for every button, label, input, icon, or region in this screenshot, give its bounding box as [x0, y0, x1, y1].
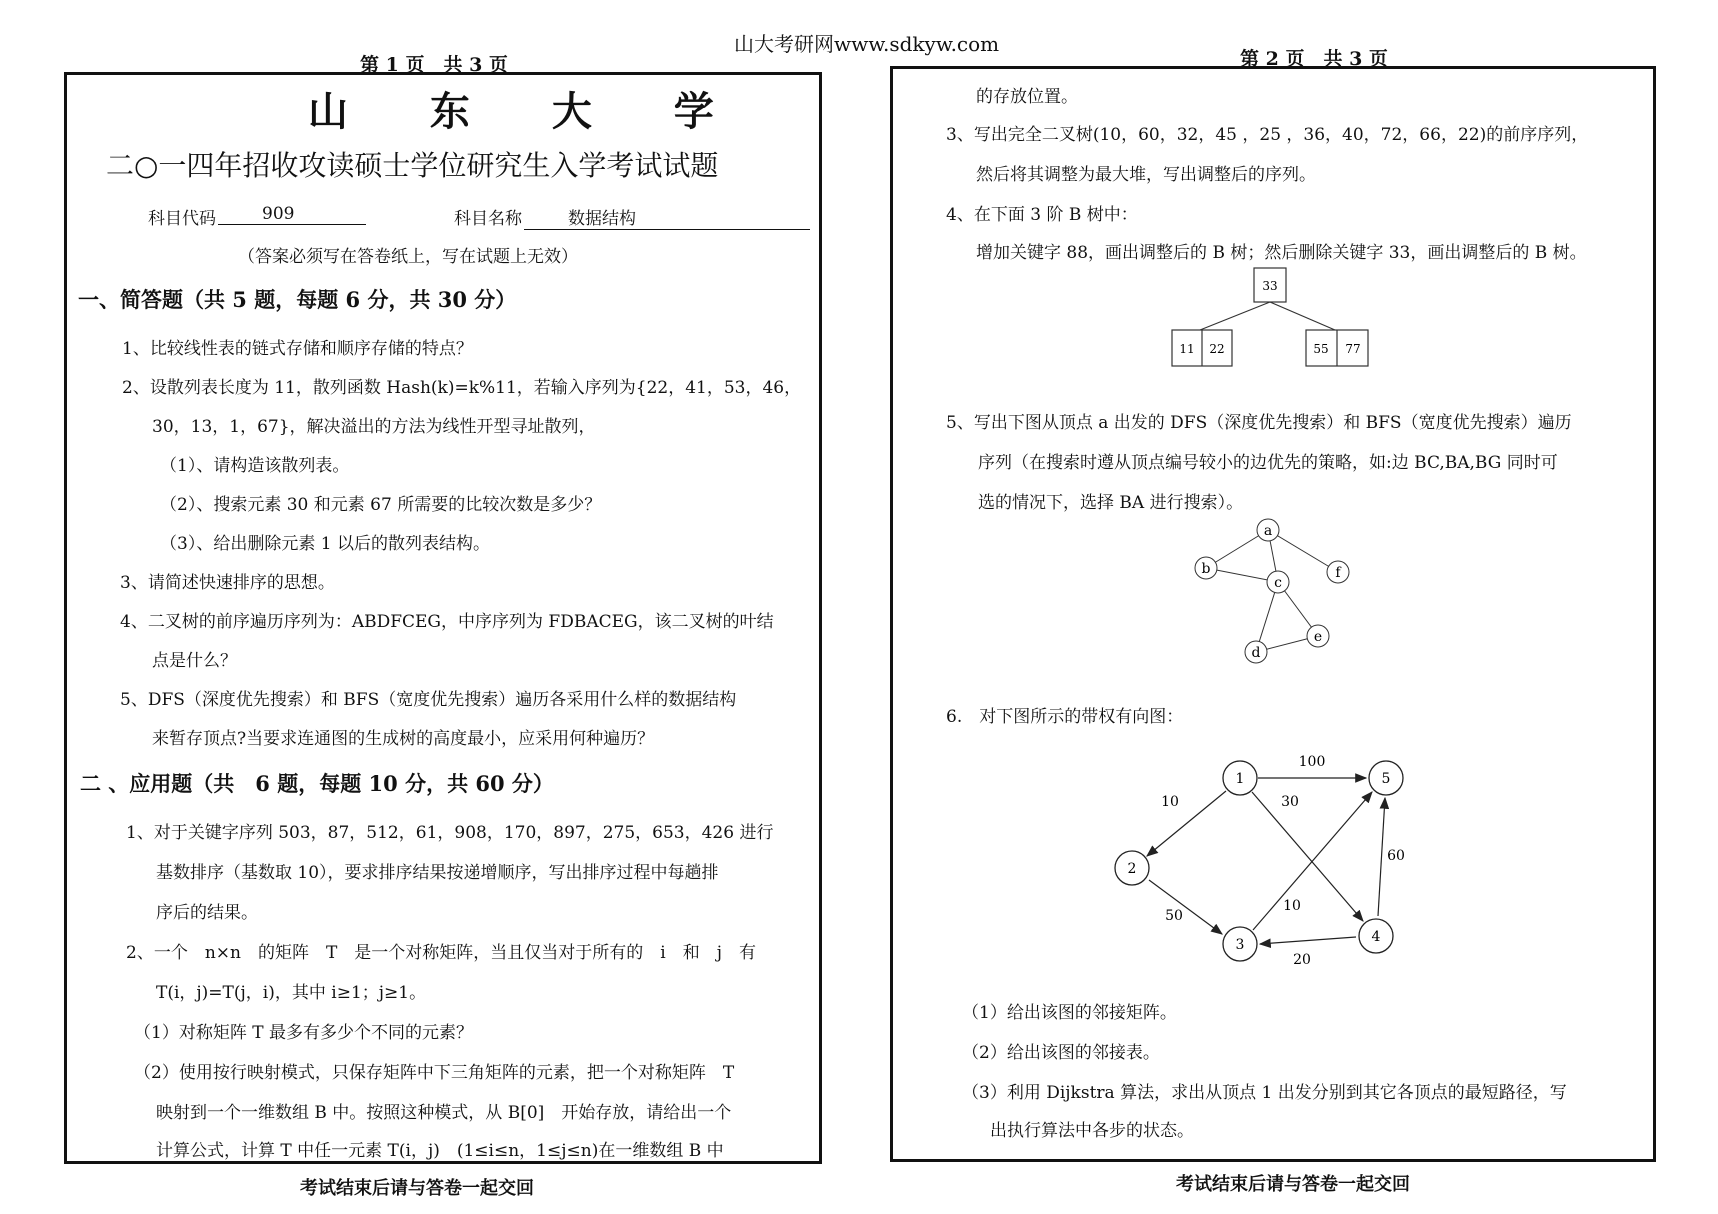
btree-diagram — [1160, 266, 1400, 376]
subject-name-field — [524, 204, 810, 230]
subject-name-value: 数据结构 — [568, 209, 636, 229]
graph-node-label: d — [1251, 645, 1261, 661]
digraph-node-3 — [1223, 927, 1257, 961]
university-name: 山 东 大 学 — [308, 88, 748, 135]
edge-weight: 10 — [1161, 794, 1179, 810]
btree-root-key: 33 — [1262, 279, 1278, 293]
left-line: 基数排序（基数取 10），要求排序结果按递增顺序，写出排序过程中每趟排 — [156, 863, 719, 883]
graph-edge — [1268, 530, 1338, 572]
subject-code-field — [218, 204, 366, 225]
subject-code-value: 909 — [262, 204, 295, 224]
digraph-node-label: 3 — [1235, 937, 1245, 953]
right-line: 3、写出完全二叉树(10，60，32，45 ，25 ，36，40，72，66，22)的前序序列， — [946, 125, 1589, 145]
left-line: T(i，j)=T(j，i)，其中 i≥1；j≥1。 — [156, 983, 427, 1003]
digraph-node-5 — [1369, 761, 1403, 795]
graph-node-label: c — [1274, 575, 1282, 591]
exam-title: 二○一四年招收攻读硕士学位研究生入学考试试题 — [106, 149, 719, 182]
left-line: （2）、搜索元素 30 和元素 67 所需要的比较次数是多少？ — [160, 495, 602, 515]
right-line: 选的情况下，选择 BA 进行搜索）。 — [978, 493, 1244, 513]
left-line: （1）对称矩阵 T 最多有多少个不同的元素？ — [134, 1023, 473, 1043]
graph-node-label: b — [1201, 561, 1211, 577]
left-line: 3、请简述快速排序的思想。 — [120, 573, 335, 593]
undirected-graph — [1180, 512, 1360, 672]
left-line: 映射到一个一维数组 B 中。按照这种模式，从 B[0] 开始存放，请给出一个 — [156, 1103, 732, 1123]
btree-key: 77 — [1345, 342, 1361, 356]
digraph-node-label: 1 — [1235, 771, 1245, 787]
section1-title: 一、简答题（共 5 题，每题 6 分，共 30 分） — [78, 287, 517, 312]
btree-key: 22 — [1209, 342, 1225, 356]
left-footer: 考试结束后请与答卷一起交回 — [300, 1178, 534, 1199]
left-line: 1、比较线性表的链式存储和顺序存储的特点？ — [122, 339, 473, 359]
left-line: （1）、请构造该散列表。 — [160, 456, 350, 476]
graph-node-f — [1327, 561, 1349, 583]
right-line: 5、写出下图从顶点 a 出发的 DFS（深度优先搜索）和 BFS（宽度优先搜索）遍历 — [946, 413, 1572, 433]
left-line: 1、对于关键字序列 503，87，512，61，908，170，897，275，653，426 进行 — [126, 823, 774, 843]
digraph-node-2 — [1115, 851, 1149, 885]
edge-1-2 — [1147, 791, 1226, 856]
graph-node-label: f — [1335, 565, 1341, 581]
left-line: 4、二叉树的前序遍历序列为：ABDFCEG，中序序列为 FDBACEG，该二叉树的叶结 — [120, 612, 774, 632]
digraph-node-label: 2 — [1127, 861, 1137, 877]
right-line: 增加关键字 88，画出调整后的 B 树；然后删除关键字 33，画出调整后的 B 树。 — [976, 243, 1587, 263]
subject-name-label: 科目名称 — [454, 209, 522, 229]
right-line: （3）利用 Dijkstra 算法，求出从顶点 1 出发分别到其它各顶点的最短路径，写 — [962, 1083, 1567, 1103]
right-line: （1）给出该图的邻接矩阵。 — [962, 1003, 1177, 1023]
graph-node-d — [1245, 641, 1267, 663]
left-line: 来暂存顶点?当要求连通图的生成树的高度最小，应采用何种遍历？ — [152, 729, 655, 749]
digraph-node-label: 4 — [1371, 929, 1381, 945]
right-line: 序列（在搜索时遵从顶点编号较小的边优先的策略，如:边 BC,BA,BG 同时可 — [978, 453, 1558, 473]
left-line: 5、DFS（深度优先搜索）和 BFS（宽度优先搜索）遍历各采用什么样的数据结构 — [120, 690, 737, 710]
answer-notice: （答案必须写在答卷纸上，写在试题上无效） — [238, 247, 578, 267]
edge-3-5 — [1253, 792, 1372, 930]
edge-1-4 — [1252, 792, 1363, 921]
digraph-node-4 — [1359, 919, 1393, 953]
digraph-node-label: 5 — [1381, 771, 1391, 787]
left-line: 点是什么？ — [152, 651, 237, 671]
weighted-digraph — [1110, 744, 1410, 974]
btree-edge — [1270, 302, 1335, 330]
left-line: （3）、给出删除元素 1 以后的散列表结构。 — [160, 534, 490, 554]
right-line: 6. 对下图所示的带权有向图： — [946, 707, 1184, 727]
site-header: 山大考研网www.sdkyw.com — [734, 32, 1000, 56]
edge-weight: 20 — [1293, 952, 1311, 968]
edge-2-3 — [1149, 880, 1222, 934]
graph-node-e — [1307, 625, 1329, 647]
btree-key: 55 — [1313, 342, 1329, 356]
edge-weight: 10 — [1283, 898, 1301, 914]
left-line: 30，13，1，67}，解决溢出的方法为线性开型寻址散列， — [152, 417, 596, 437]
btree-key: 11 — [1179, 342, 1195, 356]
digraph-node-1 — [1223, 761, 1257, 795]
right-line: 然后将其调整为最大堆，写出调整后的序列。 — [976, 165, 1316, 185]
graph-node-c — [1267, 571, 1289, 593]
edge-4-3 — [1260, 937, 1356, 944]
edge-weight: 60 — [1387, 848, 1405, 864]
edge-weight: 50 — [1165, 908, 1183, 924]
right-line: 的存放位置。 — [976, 87, 1078, 107]
graph-node-b — [1195, 557, 1217, 579]
right-page-number: 第 2 页 共 3 页 — [1240, 48, 1388, 70]
left-line: 序后的结果。 — [156, 903, 258, 923]
edge-4-5 — [1378, 798, 1385, 916]
left-line: （2）使用按行映射模式，只保存矩阵中下三角矩阵的元素，把一个对称矩阵 T — [134, 1063, 735, 1083]
edge-weight: 30 — [1281, 794, 1299, 810]
subject-code-label: 科目代码 — [148, 209, 216, 229]
graph-node-label: a — [1263, 523, 1273, 539]
edge-weight: 100 — [1298, 754, 1326, 770]
left-page-number: 第 1 页 共 3 页 — [360, 54, 508, 76]
btree-edge — [1200, 302, 1270, 330]
left-line: 2、一个 n×n 的矩阵 T 是一个对称矩阵，当且仅当对于所有的 i 和 j 有 — [126, 943, 757, 963]
graph-node-label: e — [1313, 629, 1323, 645]
left-line: 2、设散列表长度为 11，散列函数 Hash(k)=k%11，若输入序列为{22，41，53，46， — [122, 378, 802, 398]
graph-node-a — [1257, 519, 1279, 541]
right-line: 出执行算法中各步的状态。 — [990, 1121, 1194, 1141]
right-line: （2）给出该图的邻接表。 — [962, 1043, 1160, 1063]
right-footer: 考试结束后请与答卷一起交回 — [1176, 1174, 1410, 1195]
right-line: 4、在下面 3 阶 B 树中： — [946, 205, 1138, 225]
left-line: 计算公式，计算 T 中任一元素 T(i，j) (1≤i≤n，1≤j≤n)在一维数组 B 中 — [156, 1141, 724, 1161]
section2-title: 二 、应用题（共 6 题，每题 10 分，共 60 分） — [80, 771, 554, 796]
